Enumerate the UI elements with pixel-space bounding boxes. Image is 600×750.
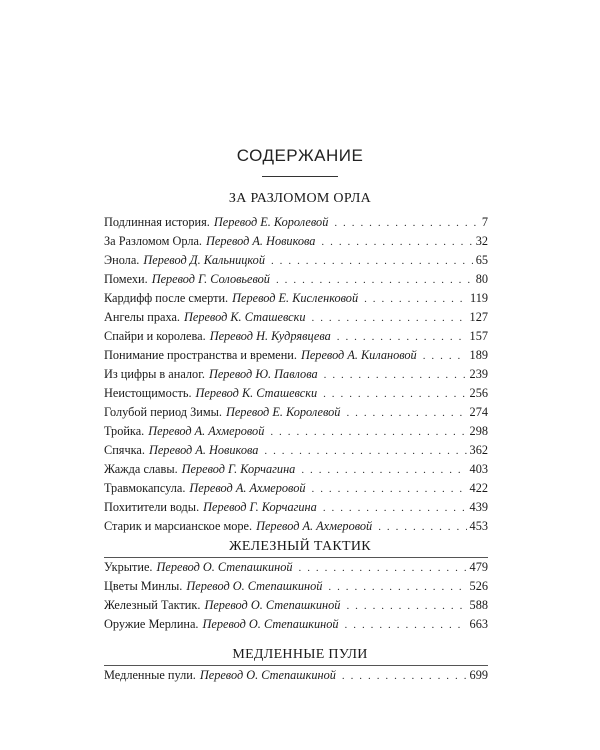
entry-translator: Перевод К. Сташевски xyxy=(195,386,318,400)
entry-translator: Перевод Д. Кальницкой xyxy=(143,253,265,267)
dot-leader xyxy=(323,499,467,518)
toc-list-1 xyxy=(104,213,488,536)
section-heading-3: МЕДЛЕННЫЕ ПУЛИ xyxy=(232,647,368,662)
entry-page: 439 xyxy=(469,500,488,514)
dot-leader xyxy=(328,578,466,597)
entry-title: Жажда славы. xyxy=(104,462,178,476)
dot-leader xyxy=(312,309,467,328)
entry-title: Неистощимость. xyxy=(104,386,192,400)
dot-leader xyxy=(378,518,466,537)
entry-title: Спайри и королева. xyxy=(104,329,206,343)
entry-title: Тройка. xyxy=(104,424,145,438)
entry-page: 422 xyxy=(469,481,488,495)
entry-page: 298 xyxy=(469,424,488,438)
entry-page: 663 xyxy=(469,617,488,631)
toc-entry[interactable] xyxy=(104,460,488,479)
section-heading-2: ЖЕЛЕЗНЫЙ ТАКТИК xyxy=(229,539,371,554)
toc-entry[interactable] xyxy=(104,596,488,615)
dot-leader xyxy=(423,347,467,366)
entry-title: Голубой период Зимы. xyxy=(104,405,222,419)
section-heading-1: ЗА РАЗЛОМОМ ОРЛА xyxy=(228,191,372,206)
entry-page: 362 xyxy=(469,443,488,457)
toc-entry[interactable] xyxy=(104,232,488,251)
entry-translator: Перевод Н. Кудрявцева xyxy=(209,329,331,343)
toc-list-3 xyxy=(104,666,488,685)
toc-entry[interactable] xyxy=(104,666,488,685)
entry-page: 127 xyxy=(469,310,488,324)
entry-translator: Перевод Г. Корчагина xyxy=(181,462,296,476)
entry-translator: Перевод Е. Королевой xyxy=(225,405,341,419)
entry-translator: Перевод А. Ахмеровой xyxy=(148,424,265,438)
toc-entry[interactable] xyxy=(104,403,488,422)
entry-title: Понимание пространства и времени. xyxy=(104,348,297,362)
toc-entry[interactable] xyxy=(104,479,488,498)
dot-leader xyxy=(270,423,466,442)
toc-entry[interactable] xyxy=(104,384,488,403)
toc-list-2 xyxy=(104,558,488,634)
toc-entry[interactable] xyxy=(104,270,488,289)
entry-title: Из цифры в аналог. xyxy=(104,367,205,381)
entry-title: Медленные пули. xyxy=(104,668,196,682)
entry-page: 7 xyxy=(481,215,488,229)
entry-page: 157 xyxy=(469,329,488,343)
entry-title: Цветы Минлы. xyxy=(104,579,183,593)
dot-leader xyxy=(301,461,466,480)
title-underline xyxy=(262,176,338,177)
entry-title: За Разломом Орла. xyxy=(104,234,202,248)
entry-title: Помехи. xyxy=(104,272,148,286)
page-title: СОДЕРЖАНИЕ xyxy=(236,146,364,165)
dot-leader xyxy=(276,271,473,290)
entry-translator: Перевод А. Новикова xyxy=(148,443,259,457)
entry-title: Энола. xyxy=(104,253,140,267)
toc-entry[interactable] xyxy=(104,577,488,596)
toc-entry[interactable] xyxy=(104,422,488,441)
entry-page: 699 xyxy=(469,668,488,682)
entry-page: 256 xyxy=(469,386,488,400)
toc-entry[interactable] xyxy=(104,517,488,536)
entry-translator: Перевод Е. Кисленковой xyxy=(232,291,359,305)
toc-entry[interactable] xyxy=(104,615,488,634)
entry-page: 588 xyxy=(469,598,488,612)
entry-page: 119 xyxy=(470,291,488,305)
entry-translator: Перевод О. Степашкиной xyxy=(186,579,323,593)
dot-leader xyxy=(264,442,466,461)
toc-entry[interactable] xyxy=(104,365,488,384)
entry-page: 80 xyxy=(475,272,488,286)
entry-title: Ангелы праха. xyxy=(104,310,180,324)
toc-entry[interactable] xyxy=(104,441,488,460)
entry-title: Кардифф после смерти. xyxy=(104,291,229,305)
toc-entry[interactable] xyxy=(104,346,488,365)
entry-page: 403 xyxy=(469,462,488,476)
toc-entry[interactable] xyxy=(104,251,488,270)
entry-translator: Перевод А. Новикова xyxy=(206,234,316,248)
dot-leader xyxy=(334,214,478,233)
dot-leader xyxy=(324,366,467,385)
entry-title: Подлинная история. xyxy=(104,215,210,229)
dot-leader xyxy=(271,252,473,271)
entry-translator: Перевод А. Ахмеровой xyxy=(256,519,373,533)
toc-entry[interactable] xyxy=(104,558,488,577)
dot-leader xyxy=(346,404,466,423)
entry-title: Железный Тактик. xyxy=(104,598,201,612)
entry-translator: Перевод Ю. Павлова xyxy=(208,367,318,381)
dot-leader xyxy=(321,233,472,252)
entry-page: 526 xyxy=(469,579,488,593)
entry-translator: Перевод О. Степашкиной xyxy=(202,617,339,631)
dot-leader xyxy=(299,559,467,578)
entry-page: 239 xyxy=(469,367,488,381)
entry-title: Укрытие. xyxy=(104,560,153,574)
entry-translator: Перевод О. Степашкиной xyxy=(204,598,341,612)
dot-leader xyxy=(323,385,466,404)
entry-page: 189 xyxy=(469,348,488,362)
entry-translator: Перевод А. Килановой xyxy=(300,348,417,362)
entry-page: 65 xyxy=(475,253,488,267)
entry-translator: Перевод О. Степашкиной xyxy=(156,560,293,574)
entry-page: 453 xyxy=(469,519,488,533)
entry-page: 274 xyxy=(469,405,488,419)
entry-title: Травмокапсула. xyxy=(104,481,186,495)
entry-translator: Перевод Е. Королевой xyxy=(213,215,329,229)
entry-translator: Перевод Г. Соловьевой xyxy=(151,272,270,286)
entry-page: 32 xyxy=(475,234,488,248)
entry-title: Старик и марсианское море. xyxy=(104,519,253,533)
dot-leader xyxy=(312,480,467,499)
entry-translator: Перевод Г. Корчагина xyxy=(203,500,317,514)
entry-translator: Перевод О. Степашкиной xyxy=(199,668,336,682)
dot-leader xyxy=(342,667,467,686)
toc-entry[interactable] xyxy=(104,289,488,308)
entry-translator: Перевод К. Сташевски xyxy=(183,310,306,324)
entry-translator: Перевод А. Ахмеровой xyxy=(189,481,306,495)
entry-title: Похитители воды. xyxy=(104,500,200,514)
toc-entry[interactable] xyxy=(104,327,488,346)
dot-leader xyxy=(364,290,467,309)
entry-title: Спячка. xyxy=(104,443,145,457)
dot-leader xyxy=(346,597,466,616)
toc-entry[interactable] xyxy=(104,213,488,232)
dot-leader xyxy=(345,616,467,635)
toc-entry[interactable] xyxy=(104,498,488,517)
entry-title: Оружие Мерлина. xyxy=(104,617,199,631)
entry-page: 479 xyxy=(469,560,488,574)
dot-leader xyxy=(337,328,467,347)
toc-entry[interactable] xyxy=(104,308,488,327)
